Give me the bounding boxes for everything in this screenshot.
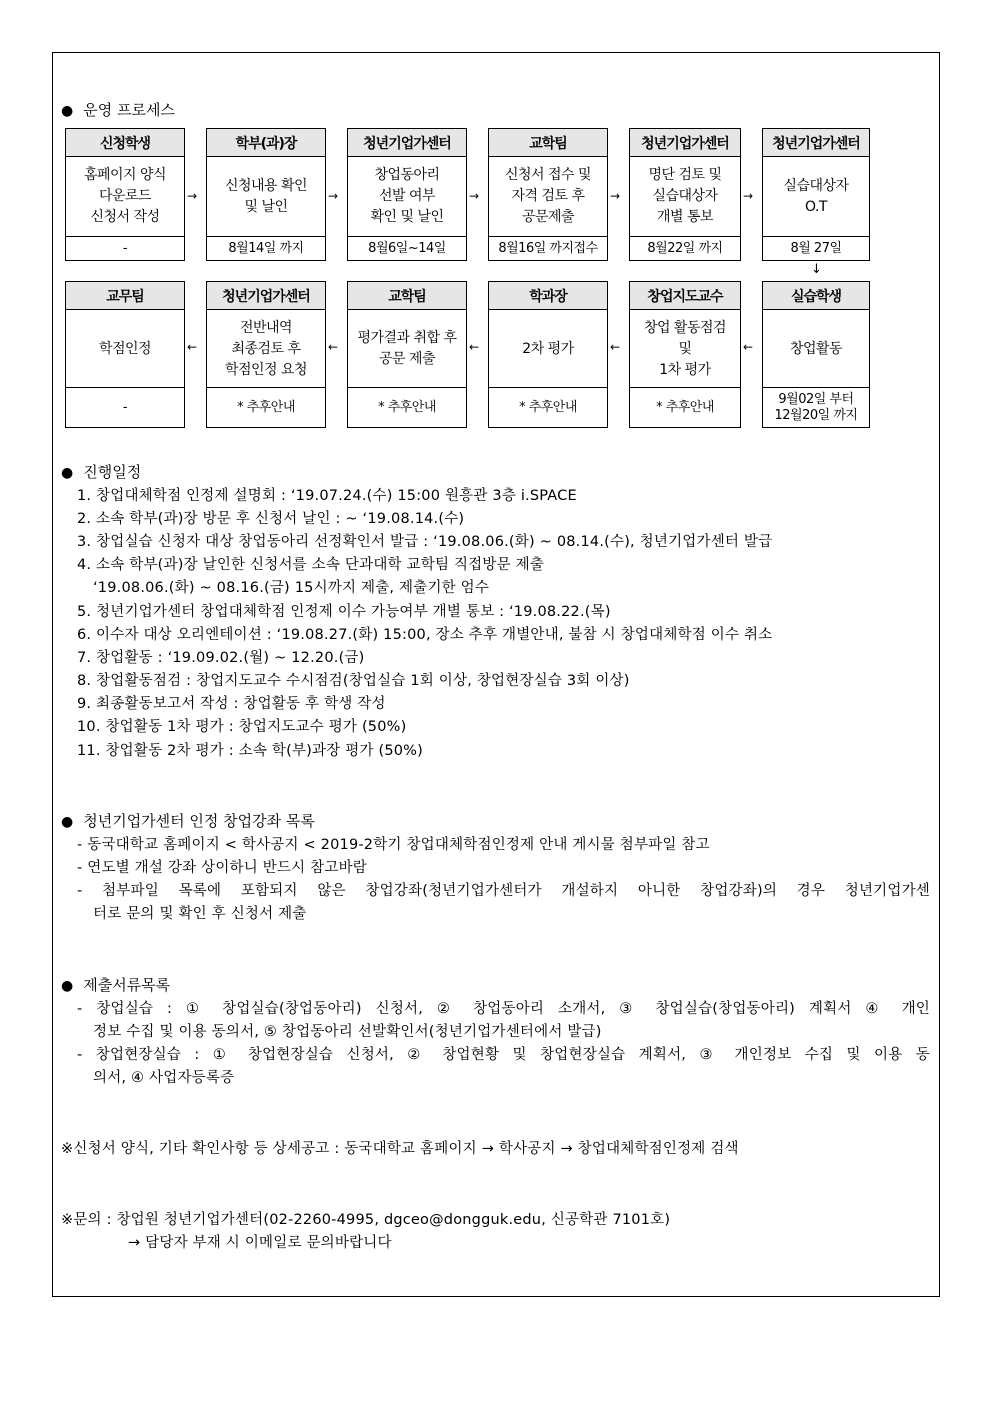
process-step-description: 홈페이지 양식 다운로드 신청서 작성 <box>83 167 167 225</box>
schedule-item: 10. 창업활동 1차 평가 : 창업지도교수 평가 (50%) <box>77 719 407 735</box>
process-step-owner: 청년기업가센터 <box>763 129 869 157</box>
process-step-owner: 실습학생 <box>763 282 869 310</box>
process-step-deadline: 9월02일 부터 12월20일 까지 <box>763 387 869 427</box>
process-step-description: 전반내역 최종검토 후 학점인정 요청 <box>224 319 308 378</box>
process-step-box <box>347 128 467 261</box>
process-step-box <box>488 128 608 261</box>
process-step-deadline: * 추후안내 <box>348 387 466 427</box>
process-step-box <box>629 281 741 428</box>
documents-section-title <box>61 974 170 995</box>
process-step-owner: 청년기업가센터 <box>630 129 740 157</box>
process-step-owner: 창업지도교수 <box>630 282 740 310</box>
courses-section-title <box>61 810 315 831</box>
courses-item: - 첨부파일 목록에 포함되지 않은 창업강좌(청년기업가센터가 개설하지 아니한 창업강좌)의 경우 청년기업가센 <box>77 883 930 899</box>
schedule-item: 9. 최종활동보고서 작성 : 창업활동 후 학생 작성 <box>77 696 386 712</box>
documents-item-continuation: 의서, ④ 사업자등록증 <box>93 1070 235 1086</box>
process-step-owner: 청년기업가센터 <box>348 129 466 157</box>
process-step-deadline: * 추후안내 <box>489 387 607 427</box>
bullet-icon: ● <box>61 814 74 830</box>
process-step-owner: 청년기업가센터 <box>207 282 325 310</box>
notice-text: ※신청서 양식, 기타 확인사항 등 상세공고 : 동국대학교 홈페이지 → 학사공지 → 창업대체학점인정제 검색 <box>61 1141 739 1157</box>
arrow-right-icon: → <box>328 189 339 203</box>
process-step-description: 창업활동 <box>789 340 843 357</box>
courses-title-text: 청년기업가센터 인정 창업강좌 목록 <box>83 812 315 830</box>
process-step-deadline: 8월16일 까지접수 <box>489 236 607 260</box>
schedule-item: 5. 청년기업가센터 창업대체학점 인정제 이수 가능여부 개별 통보 : ‘19.08.22.(목) <box>77 604 611 620</box>
process-step-owner: 교무팀 <box>66 282 184 310</box>
process-step-box <box>347 281 467 428</box>
schedule-item: 7. 창업활동 : ‘19.09.02.(월) ~ 12.20.(금) <box>77 650 365 666</box>
schedule-item: 6. 이수자 대상 오리엔테이션 : ‘19.08.27.(화) 15:00, 장소 추후 개별안내, 불참 시 창업대체학점 이수 취소 <box>77 627 773 643</box>
process-step-description: 창업동아리 선발 여부 확인 및 날인 <box>370 167 444 225</box>
process-step-box <box>488 281 608 428</box>
arrow-down-icon: ↓ <box>811 262 822 277</box>
arrow-left-icon: ← <box>610 340 621 354</box>
process-step-deadline: 8월 27일 <box>763 236 869 260</box>
schedule-title-text: 진행일정 <box>83 463 142 481</box>
schedule-item: 2. 소속 학부(과)장 방문 후 신청서 날인 : ~ ‘19.08.14.(수) <box>77 511 465 527</box>
process-step-owner: 학부(과)장 <box>207 129 325 157</box>
process-step-box <box>65 281 185 428</box>
process-step-description: 2차 평가 <box>522 340 574 357</box>
process-step-description: 평가결과 취합 후 공문 제출 <box>357 330 457 367</box>
schedule-item: 4. 소속 학부(과)장 날인한 신청서를 소속 단과대학 교학팀 직접방문 제출 <box>77 557 545 573</box>
process-step-description: 실습대상자 O.T <box>783 177 849 215</box>
documents-item-continuation: 정보 수집 및 이용 동의서, ⑤ 창업동아리 선발확인서(청년기업가센터에서 발급) <box>93 1024 602 1040</box>
bullet-icon: ● <box>61 465 74 481</box>
process-step-deadline: - <box>66 387 184 427</box>
process-step-deadline: * 추후안내 <box>630 387 740 427</box>
process-step-description: 창업 활동점검 및 1차 평가 <box>643 319 727 378</box>
arrow-right-icon: → <box>469 189 480 203</box>
schedule-item: 1. 창업대체학점 인정제 설명회 : ‘19.07.24.(수) 15:00 원흥관 3층 i.SPACE <box>77 488 577 504</box>
schedule-item: 8. 창업활동점검 : 창업지도교수 수시점검(창업실습 1회 이상, 창업현장실습 3회 이상) <box>77 673 630 689</box>
bullet-icon: ● <box>61 978 74 994</box>
process-step-owner: 학과장 <box>489 282 607 310</box>
process-step-deadline: 8월6일~14일 <box>348 236 466 260</box>
contact-line: ※문의 : 창업원 청년기업가센터(02-2260-4995, dgceo@dongguk.edu, 신공학관 7101호) <box>61 1212 671 1228</box>
process-step-deadline: 8월22일 까지 <box>630 236 740 260</box>
arrow-left-icon: ← <box>469 340 480 354</box>
contact-note: → 담당자 부재 시 이메일로 문의바랍니다 <box>128 1235 392 1251</box>
process-step-deadline: * 추후안내 <box>207 387 325 427</box>
arrow-left-icon: ← <box>743 340 754 354</box>
process-step-deadline: 8월14일 까지 <box>207 236 325 260</box>
arrow-left-icon: ← <box>187 340 198 354</box>
process-title-text: 운영 프로세스 <box>83 101 175 119</box>
documents-item: - 창업현장실습 : ① 창업현장실습 신청서, ② 창업현황 및 창업현장실습 계획서, ③ 개인정보 수집 및 이용 동 <box>77 1047 930 1063</box>
arrow-right-icon: → <box>743 189 754 203</box>
arrow-right-icon: → <box>187 189 198 203</box>
courses-item-continuation: 터로 문의 및 확인 후 신청서 제출 <box>93 906 307 922</box>
arrow-left-icon: ← <box>328 340 339 354</box>
process-step-owner: 신청학생 <box>66 129 184 157</box>
process-step-box <box>206 281 326 428</box>
process-step-box <box>762 128 870 261</box>
schedule-section-title <box>61 461 141 482</box>
bullet-icon: ● <box>61 103 74 119</box>
documents-item: - 창업실습 : ① 창업실습(창업동아리) 신청서, ② 창업동아리 소개서, ③ 창업실습(창업동아리) 계획서 ④ 개인 <box>77 1001 930 1017</box>
process-step-description: 명단 검토 및 실습대상자 개별 통보 <box>648 167 722 225</box>
process-step-owner: 교학팀 <box>348 282 466 310</box>
schedule-item: 11. 창업활동 2차 평가 : 소속 학(부)과장 평가 (50%) <box>77 743 424 759</box>
process-step-box <box>65 128 185 261</box>
courses-item: - 연도별 개설 강좌 상이하니 반드시 참고바람 <box>77 860 368 876</box>
process-step-box <box>762 281 870 428</box>
process-step-description: 신청내용 확인 및 날인 <box>224 177 308 215</box>
documents-title-text: 제출서류목록 <box>83 976 171 994</box>
process-step-owner: 교학팀 <box>489 129 607 157</box>
arrow-right-icon: → <box>610 189 621 203</box>
schedule-item: 3. 창업실습 신청자 대상 창업동아리 선정확인서 발급 : ‘19.08.06.(화) ~ 08.14.(수), 청년기업가센터 발급 <box>77 534 773 550</box>
process-step-box <box>206 128 326 261</box>
process-step-description: 신청서 접수 및 자격 검토 후 공문제출 <box>504 167 592 225</box>
courses-item: - 동국대학교 홈페이지 < 학사공지 < 2019-2학기 창업대체학점인정제 안내 게시물 첨부파일 참고 <box>77 837 710 853</box>
schedule-item-continuation: ‘19.08.06.(화) ~ 08.16.(금) 15시까지 제출, 제출기한 엄수 <box>93 580 490 596</box>
process-section-title <box>61 99 175 120</box>
process-step-deadline: - <box>66 236 184 260</box>
process-step-description: 학점인정 <box>98 340 152 357</box>
process-step-box <box>629 128 741 261</box>
